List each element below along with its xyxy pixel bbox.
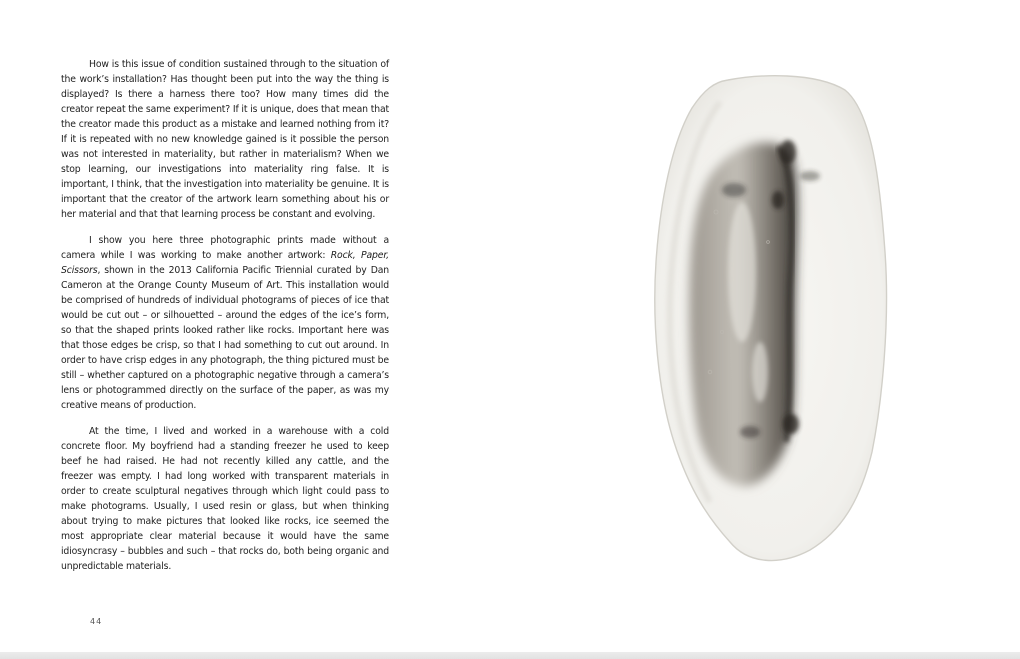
artwork-title: Rock, Paper, Scissors — [61, 250, 389, 276]
ice-photogram-image — [650, 72, 890, 572]
paragraph: How is this issue of condition sustained through to the situation of the work’s installation? Has thought been put into the way the thing is displayed? Is there a harness there too? How many times did the creator repeat the same experiment? If it is unique, does that mean that the creator made this product as a mistake and learned nothing from it? If it is repeated with no new knowledge gained is it possible the person was not interested in materiality, but rather in materialism? When we stop learning, our investigations into materiality ring false. It is important, I think, that the investigation into materiality be genuine. It is important that the creator of the artwork learn something about his or her material and that that learning process be constant and evolving. — [61, 59, 389, 220]
page-number: 44 — [90, 617, 103, 626]
paragraph-text: I show you here three photographic prints made without a camera while I was working to make another artwork: — [61, 235, 389, 261]
paragraph — [61, 233, 389, 413]
right-page — [510, 0, 1020, 659]
page-bottom-edge — [0, 652, 1020, 659]
body-text — [61, 57, 389, 585]
paragraph-text: , shown in the 2013 California Pacific Triennial curated by Dan Cameron at the Orange County Museum of Art. This installation would be comprised of hundreds of individual photograms of pieces of ice that would be cut out – or silhouetted – around the edges of the ice’s form, so that the shaped prints looked rather like rocks. Important here was that those edges be crisp, so that I had something to cut out around. In order to have crisp edges in any photograph, the thing pictured must be still – whether captured on a photographic negative through a camera’s lens or photogrammed directly on the surface of the paper, as was my creative means of production. — [61, 265, 389, 411]
paragraph: At the time, I lived and worked in a warehouse with a cold concrete floor. My boyfriend had a standing freezer he used to keep beef he had raised. He had not recently killed any cattle, and the freezer was empty. I had long worked with transparent materials in order to create sculptural negatives through which light could pass to make photograms. Usually, I used resin or glass, but when thinking about trying to make pictures that looked like rocks, ice seemed the most appropriate clear material because it would have the same idiosyncrasy – bubbles and such – that rocks do, both being organic and unpredictable materials. — [61, 426, 389, 572]
